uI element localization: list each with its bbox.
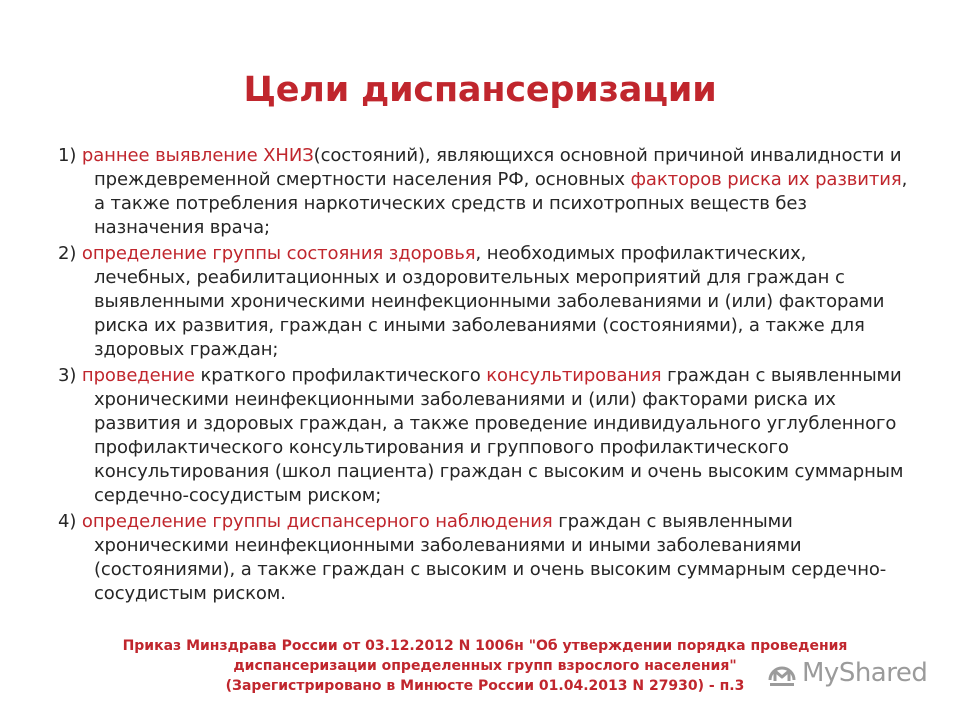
goal-highlight: раннее выявление ХНИЗ bbox=[81, 145, 314, 166]
goal-text-secondary: , а также потребления наркотических средств и психотропных веществ без назначения врача; bbox=[94, 169, 908, 238]
goal-text: краткого профилактического bbox=[194, 365, 487, 386]
goal-number: 2) bbox=[58, 243, 77, 264]
goal-highlight-secondary: консультирования bbox=[486, 365, 662, 386]
goal-text: (состояний), являющихся основной причиной инвалидности и преждевременной смертности населения РФ, основных bbox=[94, 145, 902, 190]
citation-line-1: Приказ Минздрава России от 03.12.2012 N 1006н "Об утверждении порядка проведения bbox=[122, 638, 848, 654]
watermark-text: MyShared bbox=[802, 658, 928, 688]
goal-item-1 bbox=[58, 144, 908, 240]
goal-number: 1) bbox=[58, 145, 77, 166]
goal-item-3 bbox=[58, 364, 908, 508]
goal-text-secondary: граждан с выявленными хроническими неинфекционными заболеваниями и (или) факторами риска их развития и здоровых граждан, а также проведение индивидуального углубленного профилактического консультирования и группового профилактического консультирования (школ пациента) граждан с высоким и очень высоким суммарным сердечно-сосудистым риском; bbox=[94, 365, 904, 506]
goal-highlight: определение группы диспансерного наблюдения bbox=[81, 511, 553, 532]
watermark bbox=[766, 656, 927, 690]
goal-highlight: определение группы состояния здоровья bbox=[81, 243, 476, 264]
goal-item-4 bbox=[58, 510, 908, 606]
goal-highlight-secondary: факторов риска их развития bbox=[630, 169, 902, 190]
goal-text: граждан с выявленными хроническими неинфекционными заболеваниями и иными заболеваниями (состояниями), а также граждан с высоким и очень высоким суммарным сердечно-сосудистым риском. bbox=[94, 511, 887, 604]
source-citation bbox=[110, 636, 860, 696]
goal-number: 3) bbox=[58, 365, 77, 386]
citation-line-2: диспансеризации определенных групп взрослого населения" bbox=[233, 658, 737, 674]
goal-number: 4) bbox=[58, 511, 77, 532]
mystared-logo-icon bbox=[766, 658, 798, 688]
slide-title: Цели диспансеризации bbox=[243, 70, 717, 110]
goal-highlight: проведение bbox=[81, 365, 195, 386]
citation-line-3: (Зарегистрировано в Минюсте России 01.04.2013 N 27930) - п.3 bbox=[225, 678, 745, 694]
goal-text: , необходимых профилактических, лечебных, реабилитационных и оздоровительных мероприятий для граждан с выявленными хроническими неинфекционными заболеваниями и (или) факторами риска их развития, граждан с иными заболеваниями (состояниями), а также для здоровых граждан; bbox=[94, 243, 885, 360]
goals-list bbox=[58, 144, 908, 608]
goal-item-2 bbox=[58, 242, 908, 362]
